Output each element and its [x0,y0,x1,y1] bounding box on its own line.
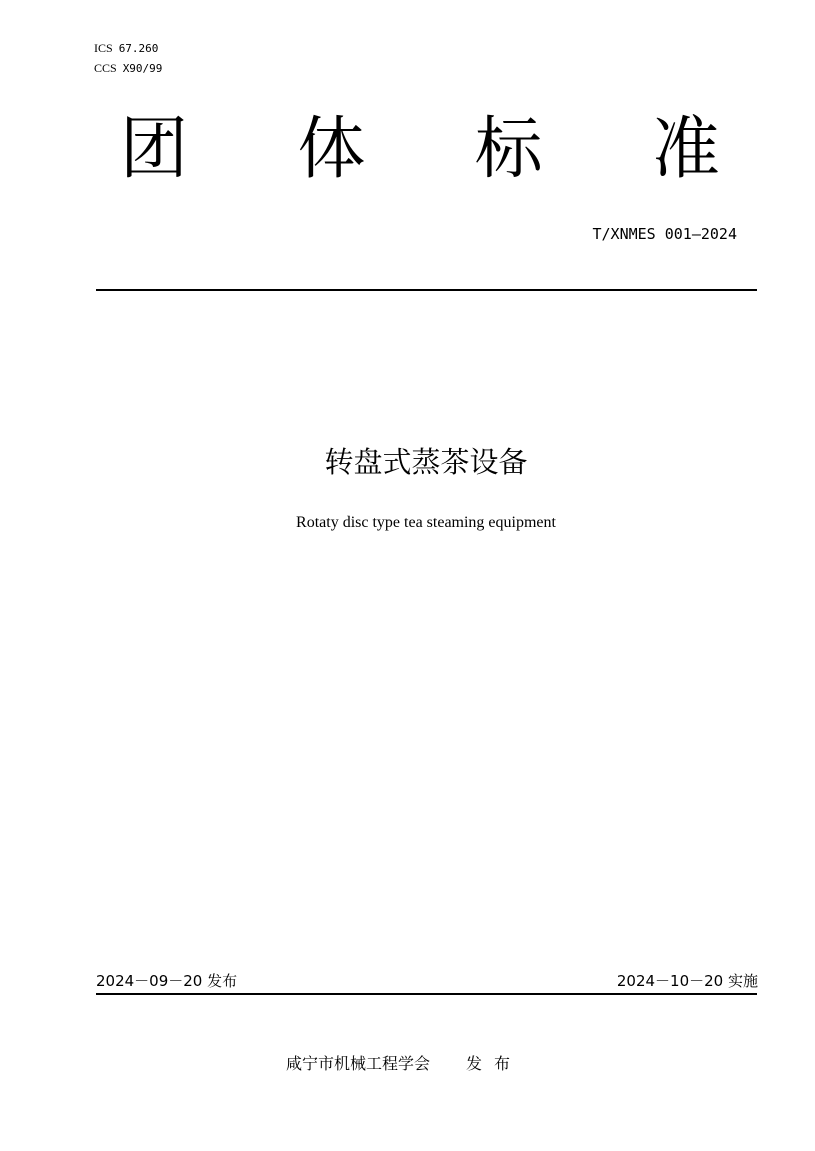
heading-char: 团 [120,110,189,189]
implementation-date: 2024－10－20 实施 [616,972,758,990]
ccs-line [94,61,162,76]
ics-line [94,41,158,56]
publisher-name: 咸宁市机械工程学会 [286,1054,431,1073]
document-type-heading [120,112,720,188]
heading-char: 体 [297,110,366,189]
publisher-line [286,1054,522,1074]
title-english: Rotaty disc type tea steaming equipment [296,514,556,531]
top-divider [96,289,757,291]
standard-number: T/XNMES 001—2024 [592,225,737,243]
ics-code: 67.260 [118,42,159,55]
bottom-divider [96,993,757,995]
publish-action: 发布 [466,1054,523,1073]
heading-char: 准 [651,110,720,189]
heading-char: 标 [474,110,543,189]
ccs-code: X90/99 [122,62,163,75]
ics-label: ICS [94,41,113,55]
release-date: 2024－09－20 发布 [96,972,238,990]
title-chinese: 转盘式蒸茶设备 [324,445,528,479]
ccs-label: CCS [94,61,117,75]
